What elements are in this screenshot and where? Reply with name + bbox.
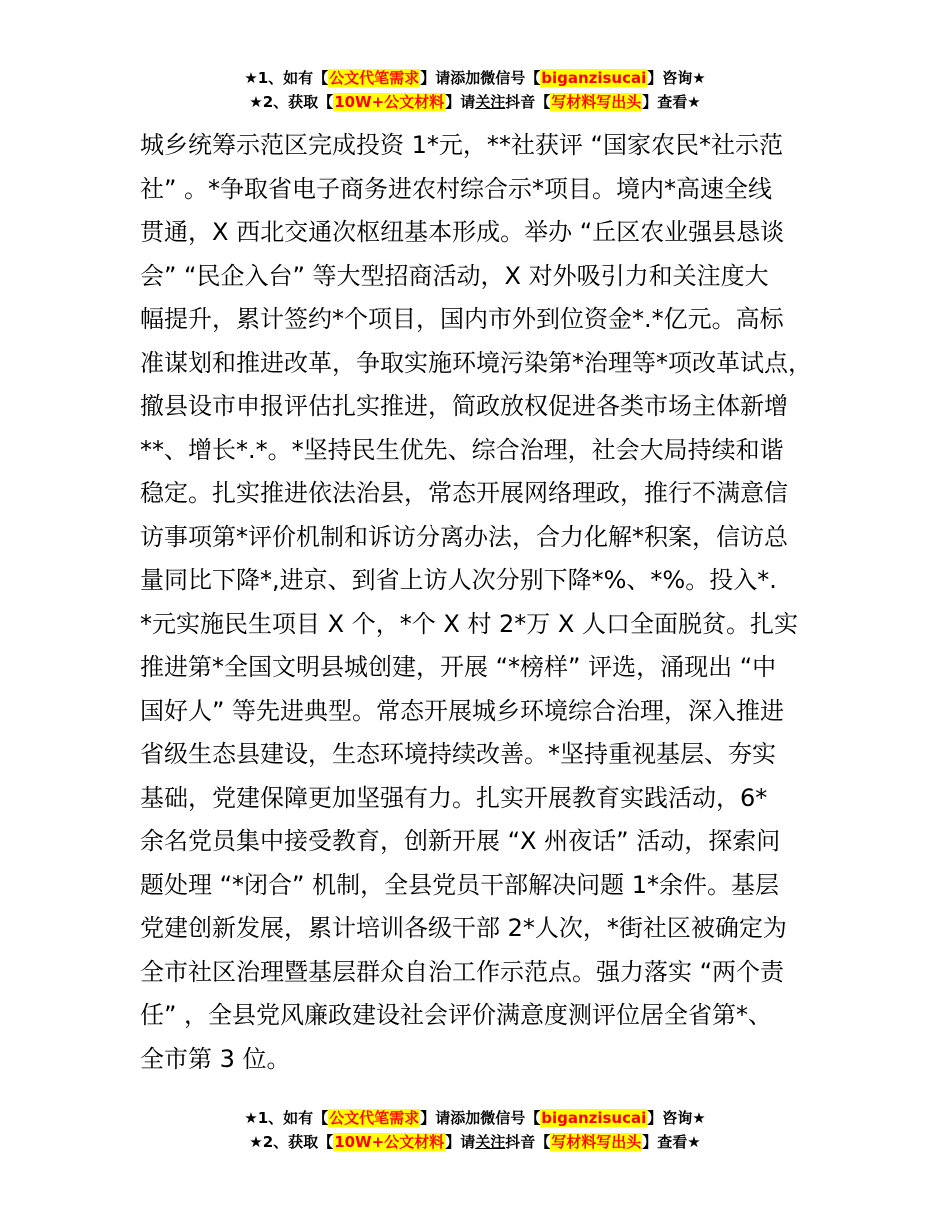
footer-line2-highlight-materials: 10W+公文材料 <box>334 1133 445 1151</box>
body-line: 党建创新发展，累计培训各级干部 2*人次，*街社区被确定为 <box>140 914 787 942</box>
header-line2-underlined-follow: 关注 <box>475 93 506 111</box>
footer-line2-middle-a: 】请 <box>445 1133 476 1151</box>
header-line2-prefix: ★2、获取【 <box>249 93 334 111</box>
body-paragraph <box>140 124 820 1081</box>
footer-banner-line-2 <box>0 1130 950 1154</box>
footer-line1-highlight-wechat-id: biganzisucai <box>541 1109 647 1127</box>
body-line: 基础，党建保障更加坚强有力。扎实开展教育实践活动，6* <box>140 783 768 812</box>
body-line: 全市第 3 位。 <box>140 1044 291 1073</box>
footer-line2-highlight-douyin: 写材料写出头 <box>551 1133 642 1151</box>
header-line1-suffix: 】咨询★ <box>647 69 706 87</box>
footer-banner <box>0 1106 950 1154</box>
body-line: **、增长*.*。*坚持民生优先、综合治理，社会大局持续和谐 <box>140 435 784 464</box>
body-line: 准谋划和推进改革，争取实施环境污染第*治理等*项改革试点， <box>140 348 812 377</box>
footer-line2-prefix: ★2、获取【 <box>249 1133 334 1151</box>
header-line1-prefix: ★1、如有【 <box>244 69 329 87</box>
header-line2-suffix: 】查看★ <box>642 93 701 111</box>
header-banner-line-1 <box>0 66 950 90</box>
body-line: 城乡统筹示范区完成投资 1*元，**社获评 “国家农民*社示范 <box>140 131 783 159</box>
body-line: 题处理 “*闭合” 机制，全县党员干部解决问题 1*余件。基层 <box>140 870 780 899</box>
body-line: 社” 。*争取省电子商务进农村综合示*项目。境内*高速全线 <box>140 174 773 203</box>
footer-line2-suffix: 】查看★ <box>642 1133 701 1151</box>
header-line2-highlight-douyin: 写材料写出头 <box>551 93 642 111</box>
header-line2-middle-b: 抖音【 <box>505 93 551 111</box>
body-line: 国好人” 等先进典型。常态开展城乡环境综合治理，深入推进 <box>140 696 785 725</box>
header-banner-line-2 <box>0 90 950 114</box>
body-line: 稳定。扎实推进依法治县，常态开展网络理政，推行不满意信 <box>140 479 788 507</box>
footer-line1-suffix: 】咨询★ <box>647 1109 706 1127</box>
body-line: *元实施民生项目 X 个，*个 X 村 2*万 X 人口全面脱贫。扎实 <box>140 609 798 638</box>
body-line: 访事项第*评价机制和诉访分离办法，合力化解*积案，信访总 <box>140 522 788 551</box>
body-line: 推进第*全国文明县城创建，开展 “*榜样” 评选，涌现出 “中 <box>140 653 777 681</box>
footer-banner-line-1 <box>0 1106 950 1130</box>
body-line: 余名党员集中接受教育，创新开展 “X 州夜话” 活动，探索问 <box>140 827 781 855</box>
footer-line2-middle-b: 抖音【 <box>505 1133 551 1151</box>
body-line: 会” “民企入台” 等大型招商活动，X 对外吸引力和关注度大 <box>140 261 769 290</box>
header-line2-middle-a: 】请 <box>445 93 476 111</box>
body-line: 幅提升，累计签约*个项目，国内市外到位资金*.*亿元。高标 <box>140 305 784 333</box>
body-line: 量同比下降*,进京、到省上访人次分别下降*%、*%。投入*. <box>140 566 777 594</box>
header-banner <box>0 66 950 114</box>
header-line1-highlight-wechat-id: biganzisucai <box>541 69 647 87</box>
footer-line1-highlight-ghostwriting: 公文代笔需求 <box>329 1109 420 1127</box>
body-line: 撤县设市申报评估扎实推进，简政放权促进各类市场主体新增 <box>140 392 788 420</box>
body-line: 贯通，X 西北交通次枢纽基本形成。举办 “丘区农业强县恳谈 <box>140 218 785 246</box>
body-line: 任” ，全县党风廉政建设社会评价满意度测评位居全省第*、 <box>140 1001 773 1029</box>
body-line: 省级生态县建设，生态环境持续改善。*坚持重视基层、夯实 <box>140 740 776 768</box>
footer-line2-underlined-follow: 关注 <box>475 1133 506 1151</box>
header-line1-middle: 】请添加微信号【 <box>420 69 541 87</box>
body-line: 全市社区治理暨基层群众自治工作示范点。强力落实 “两个责 <box>140 957 785 986</box>
footer-line1-middle: 】请添加微信号【 <box>420 1109 541 1127</box>
header-line1-highlight-ghostwriting: 公文代笔需求 <box>329 69 420 87</box>
header-line2-highlight-materials: 10W+公文材料 <box>334 93 445 111</box>
footer-line1-prefix: ★1、如有【 <box>244 1109 329 1127</box>
